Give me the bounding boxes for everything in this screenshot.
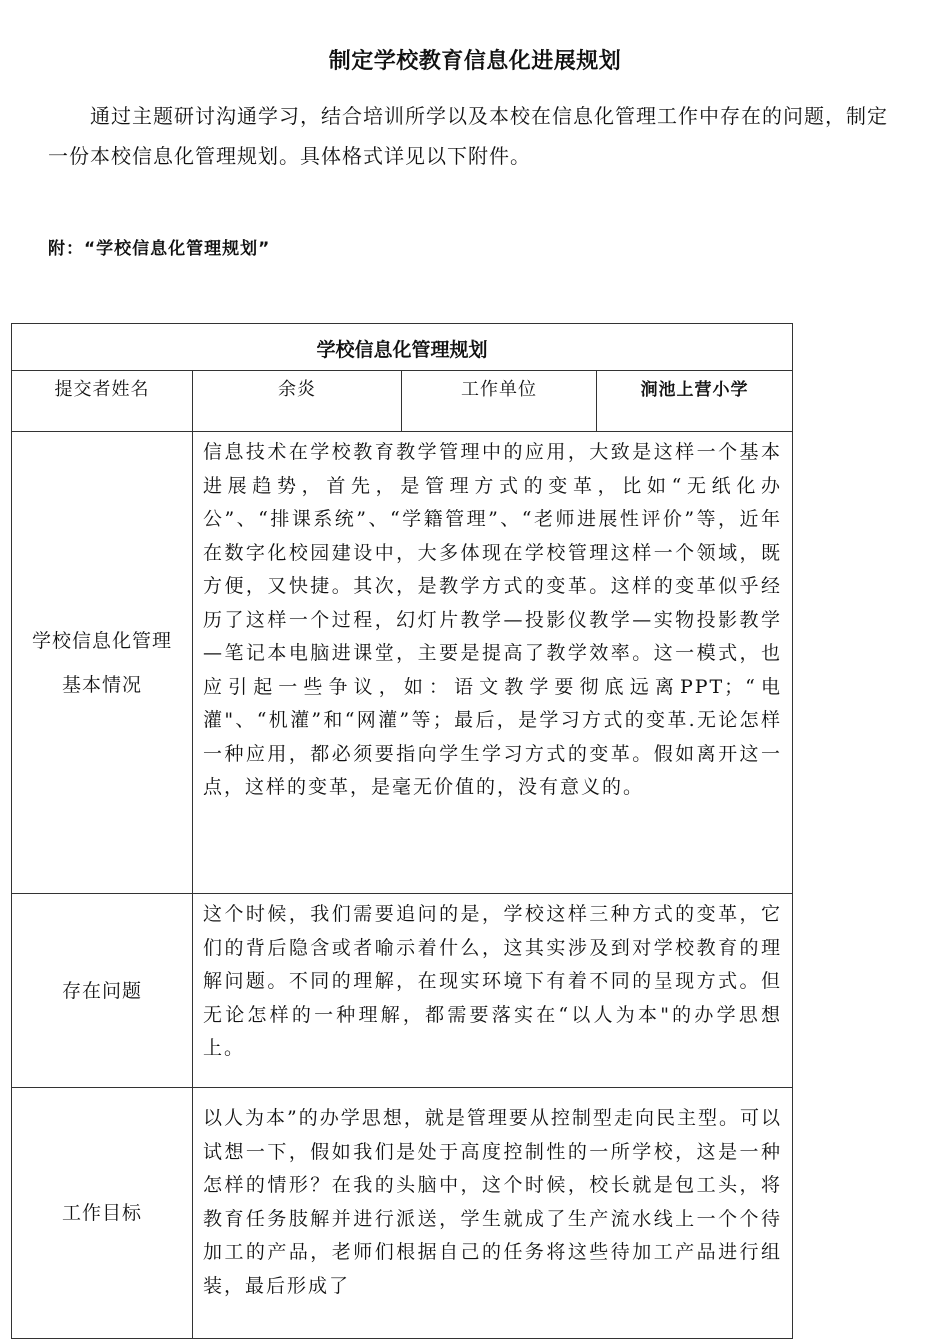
submitter-name: 余炎 <box>278 379 316 400</box>
row-content-goals: 以人为本”的办学思想，就是管理要从控制型走向民主型。可以试想一下，假如我们是处于高度控制性的一所学校，这是一种怎样的情形？在我的头脑中，这个时候，校长就是包工头，将教育任务肢解并进行派送，学生就成了生产流水线上一个个待加工的产品，老师们根据自己的任务将这些待加工产品进行组装，最后形成了 <box>193 1088 793 1339</box>
row-label-line: 基本情况 <box>61 673 142 696</box>
table-caption: 学校信息化管理规划 <box>12 324 793 371</box>
unit-label: 工作单位 <box>461 379 537 400</box>
table-row <box>12 432 793 894</box>
row-label-goals: 工作目标 <box>12 1088 193 1339</box>
row-content-issues: 这个时候，我们需要追问的是，学校这样三种方式的变革，它们的背后隐含或者喻示着什么，这其实涉及到对学校教育的理解问题。不同的理解，在现实环境下有着不同的呈现方式。但无论怎样的一种理解，都需要落实在“以人为本"的办学思想上。 <box>193 894 793 1088</box>
table-row <box>12 894 793 1088</box>
row-label-issues: 存在问题 <box>12 894 193 1088</box>
row-label-basic <box>12 432 193 894</box>
attachment-label: 附：“学校信息化管理规划” <box>48 239 271 259</box>
table-header-row <box>12 371 793 432</box>
intro-paragraph: 通过主题研讨沟通学习，结合培训所学以及本校在信息化管理工作中存在的问题，制定一份本校信息化管理规划。具体格式详见以下附件。 <box>48 104 888 168</box>
row-content-basic: 信息技术在学校教育教学管理中的应用，大致是这样一个基本进展趋势，首先，是管理方式的变革，比如“无纸化办公”、“排课系统”、“学籍管理”、“老师进展性评价”等，近年在数字化校园建设中，大多体现在学校管理这样一个领域，既方便，又快捷。其次，是教学方式的变革。这样的变革似乎经历了这样一个过程，幻灯片教学—投影仪教学—实物投影教学—笔记本电脑进课堂，主要是提高了教学效率。这一模式，也应引起一些争议，如：语文教学要彻底远离PPT；“电灌"、“机灌”和“网灌”等；最后，是学习方式的变革.无论怎样一种应用，都必须要指向学生学习方式的变革。假如离开这一点，这样的变革，是毫无价值的，没有意义的。 <box>193 432 793 894</box>
unit-value: 涧池上营小学 <box>640 380 749 400</box>
submitter-label: 提交者姓名 <box>54 379 150 400</box>
document-title: 制定学校教育信息化进展规划 <box>328 49 622 74</box>
table-row <box>12 1088 793 1339</box>
plan-table <box>11 323 793 1339</box>
row-label-line: 学校信息化管理 <box>31 629 172 652</box>
